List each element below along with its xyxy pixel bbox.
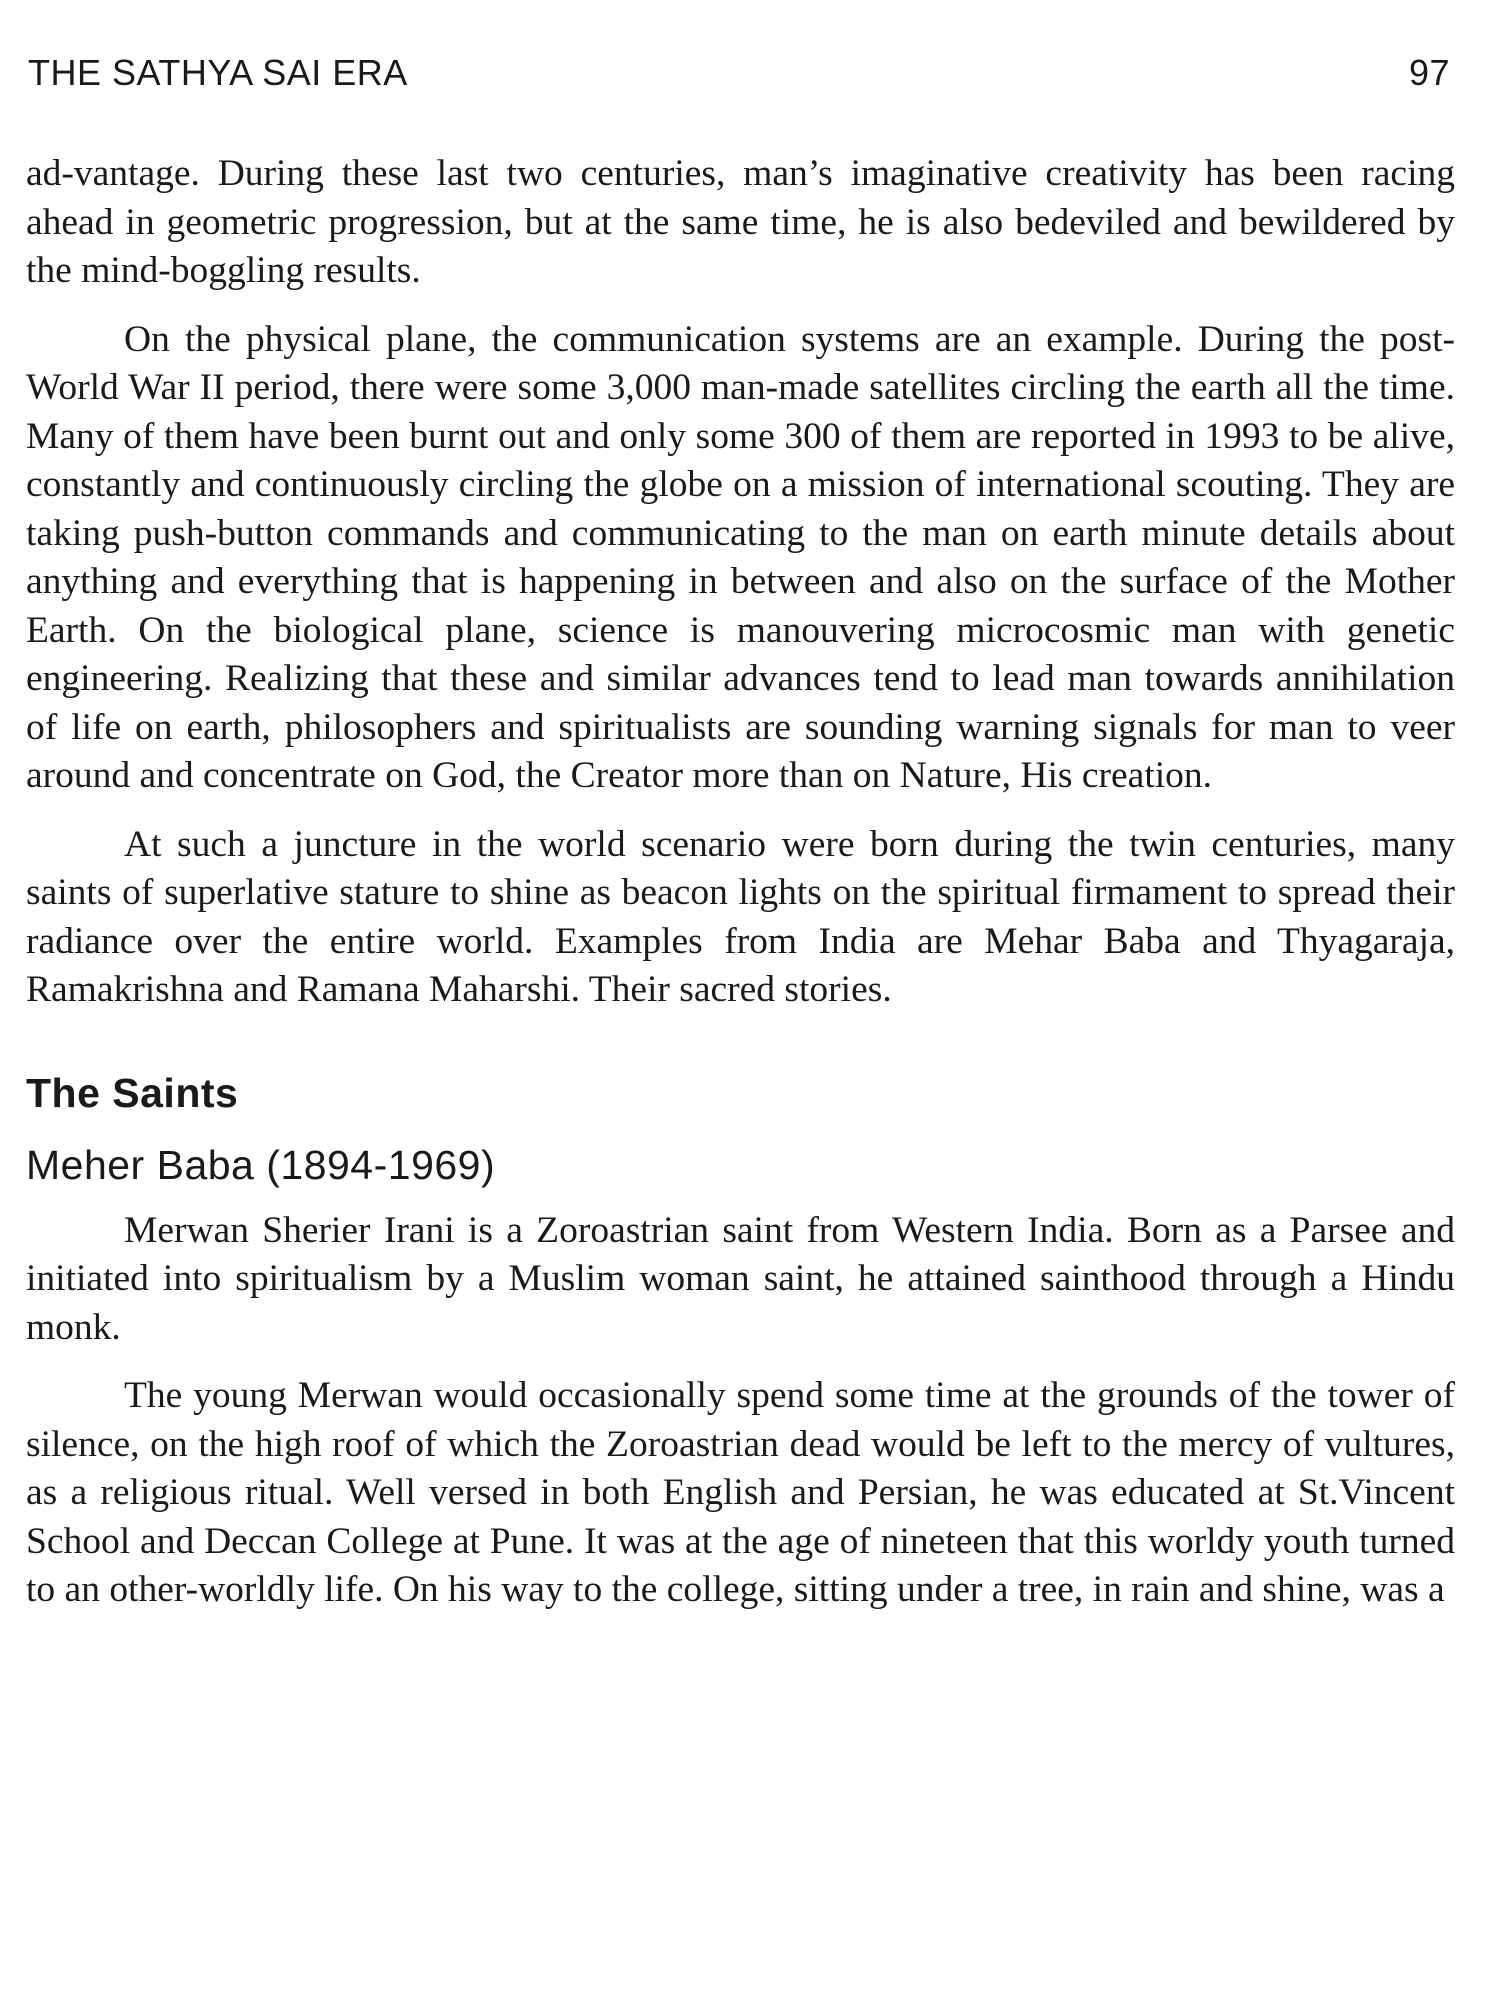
paragraph-merwan-intro: Merwan Sherier Irani is a Zoroastrian saint from Western India. Born as a Parsee and initiated into spiritualism by a Muslim woman saint, he attained sainthood through a Hindu monk.: [26, 1209, 1455, 1348]
paragraph-juncture: At such a juncture in the world scenario were born during the twin centuries, many saints of superlative stature to shine as beacon lights on the spiritual firmament to spread their radiance over the entire world. Examples from India are Mehar Baba and Thyagaraja, Ramakrishna and Ramana Maharshi. Their sacred stories.: [26, 823, 1455, 1010]
paragraph-young-merwan: The young Merwan would occasionally spend some time at the grounds of the tower of silence, on the high roof of which the Zoroastrian dead would be left to the mercy of vultures, as a religious ritual. Well versed in both English and Persian, he was educated at St.Vincent School and Deccan College at Pune. It was at the age of nineteen that this worldy youth turned to an other-worldly life. On his way to the college, sitting under a tree, in rain and shine, was a: [26, 1375, 1455, 1610]
paragraph-communication: On the physical plane, the communication systems are an example. During the post-World War II period, there were some 3,000 man-made satellites circling the earth all the time. Many of them have been burnt out and only some 300 of them are reported in 1993 to be alive, constantly and continuously circling the globe on a mission of international scouting. They are taking push-button commands and communicating to the man on earth minute details about anything and everything that is happening in between and also on the surface of the Mother Earth. On the biological plane, science is manouvering microcosmic man with genetic engineering. Realizing that these and similar advances tend to lead man towards annihilation of life on earth, philosophers and spiritualists are sounding warning signals for man to veer around and concentrate on God, the Creator more than on Nature, His creation.: [26, 318, 1455, 796]
running-title: THE SATHYA SAI ERA: [28, 52, 408, 93]
body-text: [26, 150, 1455, 1635]
section-heading: The Saints: [26, 1069, 239, 1116]
paragraph-continued: ad-vantage. During these last two centuries, man’s imaginative creativity has been racing ahead in geometric progression, but at the same time, he is also bedeviled and bewildered by the mind-boggling results.: [26, 153, 1455, 291]
running-head: [28, 52, 1450, 96]
subsection-heading: Meher Baba (1894-1969): [26, 1141, 496, 1188]
page-number: 97: [1408, 52, 1450, 93]
